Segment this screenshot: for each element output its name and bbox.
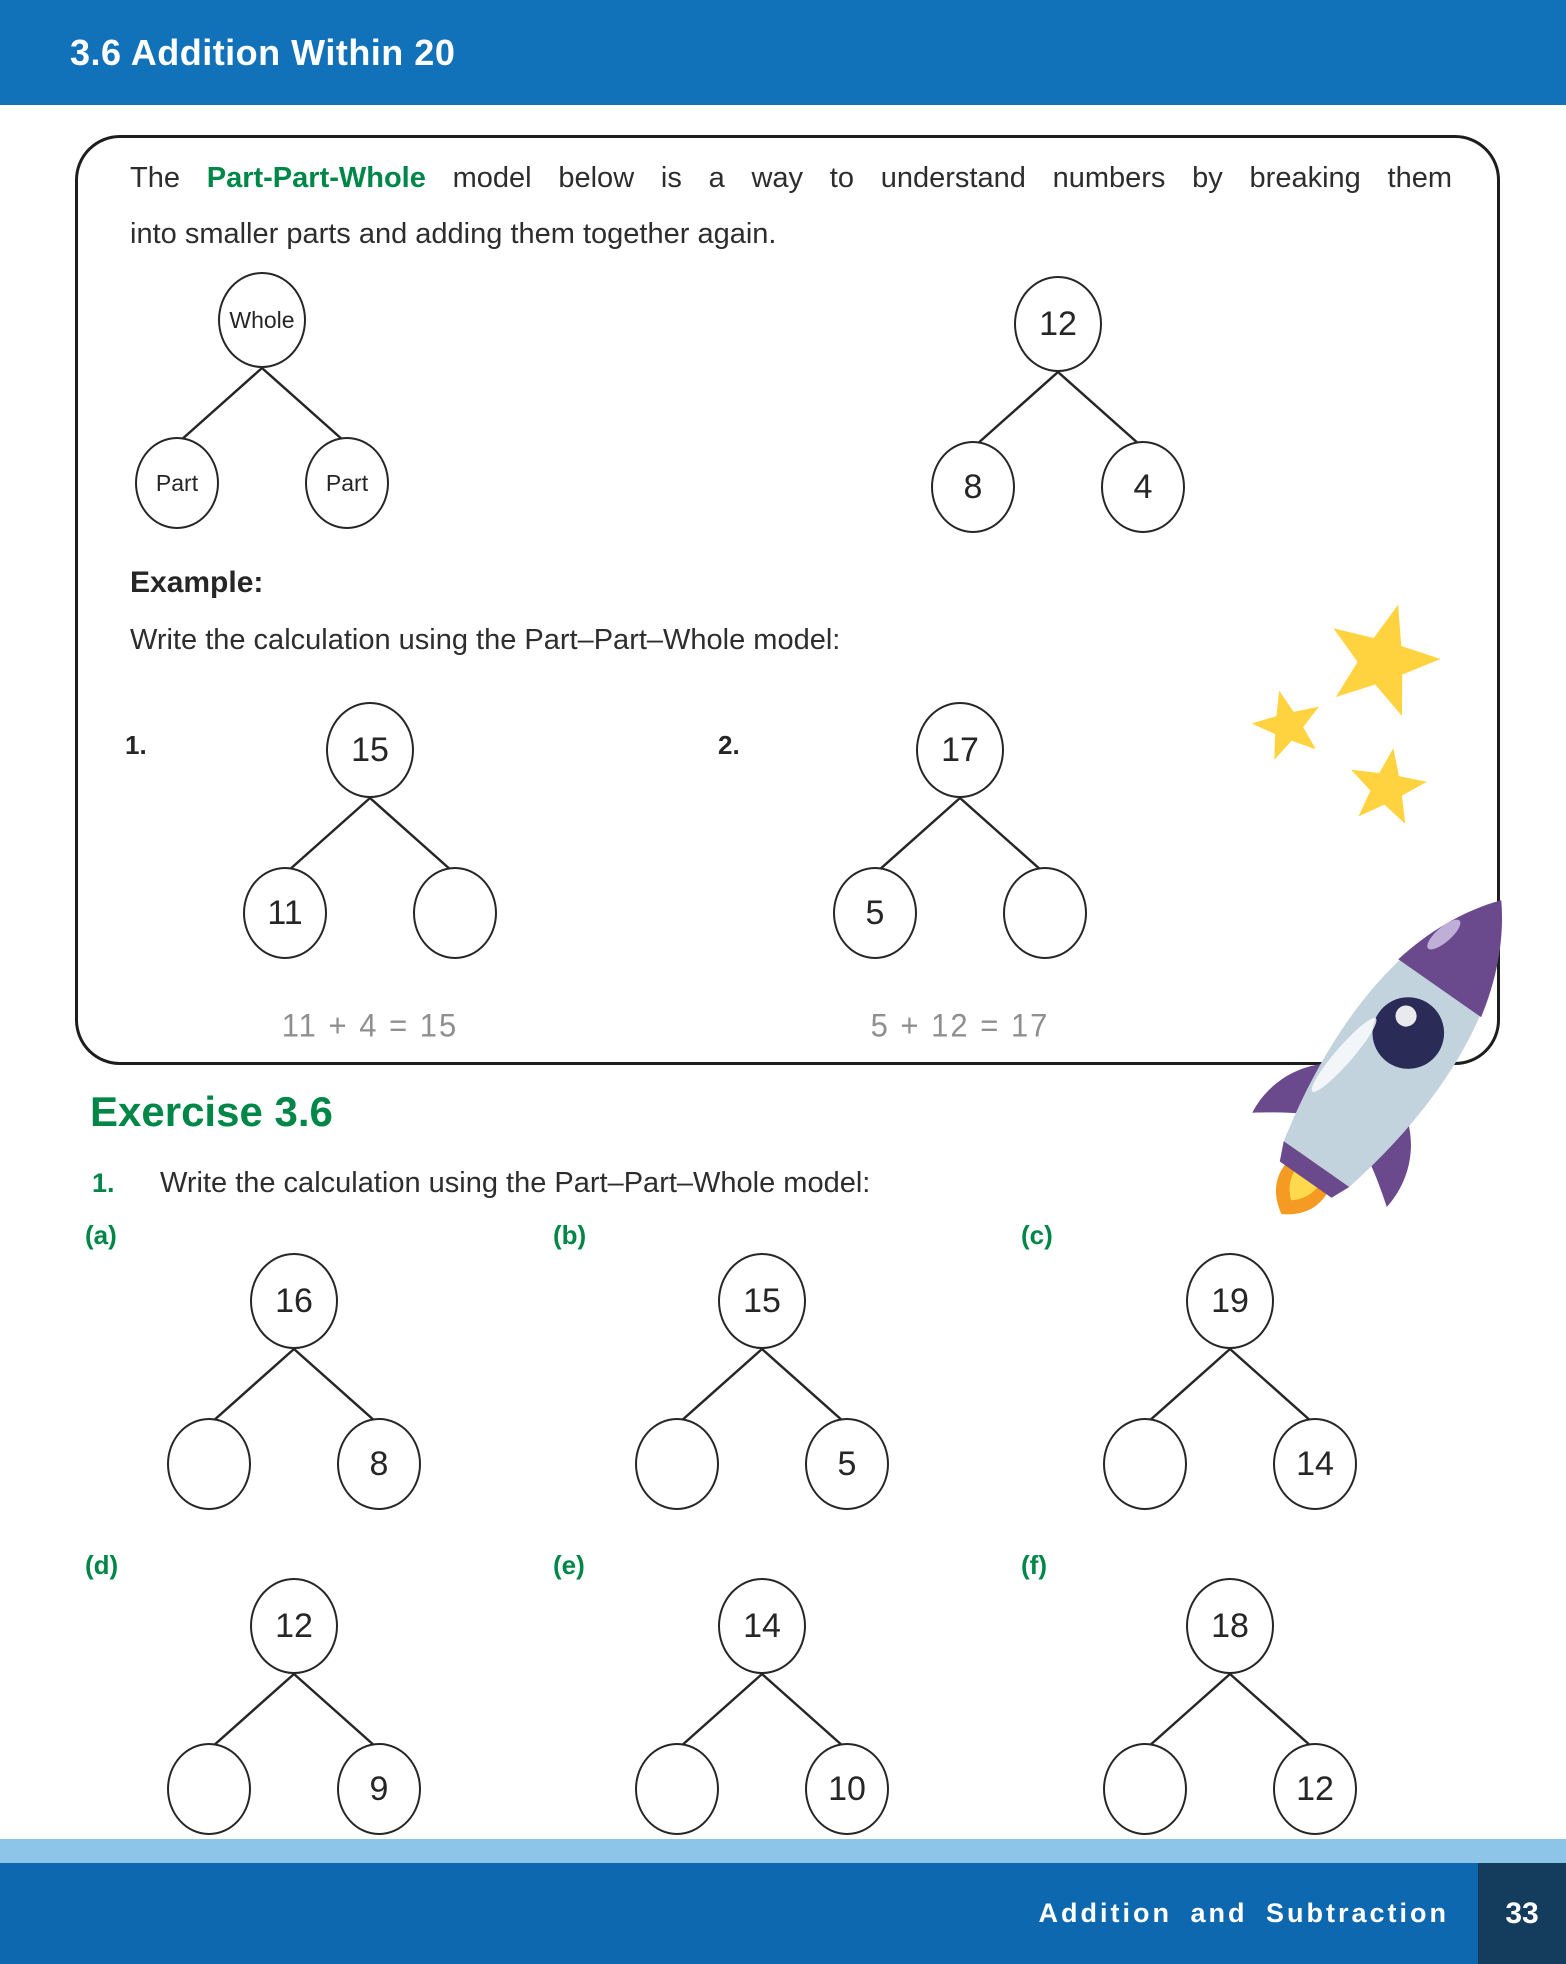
exercise-heading: Exercise 3.6 xyxy=(90,1088,333,1135)
whole-circle: 18 xyxy=(1186,1578,1274,1674)
part-circle-right: Part xyxy=(305,437,389,529)
number-tree xyxy=(908,276,1208,534)
label-d: (d) xyxy=(85,1550,119,1580)
part-circle-blank xyxy=(1003,867,1087,959)
part-circle-right: 5 xyxy=(805,1418,889,1510)
part-circle-left: Part xyxy=(135,437,219,529)
whole-circle: 19 xyxy=(1186,1253,1274,1349)
answer-circle-blank[interactable] xyxy=(635,1418,719,1510)
exercise-f-tree xyxy=(1080,1578,1380,1836)
exercise-question-number: 1. xyxy=(92,1168,115,1198)
whole-circle: 16 xyxy=(250,1253,338,1349)
exercise-b-tree xyxy=(612,1253,912,1511)
exercise-c-tree xyxy=(1080,1253,1380,1511)
part-circle-left: 5 xyxy=(833,867,917,959)
label-b: (b) xyxy=(553,1220,587,1250)
answer-circle-blank[interactable] xyxy=(635,1743,719,1835)
example-2-answer: 5 + 12 = 17 xyxy=(870,1006,1050,1045)
part-circle-right: 14 xyxy=(1273,1418,1357,1510)
whole-circle: 14 xyxy=(718,1578,806,1674)
part-circle-left: 8 xyxy=(931,441,1015,533)
intro-text-pre: The xyxy=(130,162,207,194)
intro-paragraph-line1 xyxy=(130,150,1452,206)
exercise-a-tree xyxy=(144,1253,444,1511)
intro-paragraph xyxy=(130,150,1452,262)
example-2-label: 2. xyxy=(718,730,740,760)
label-f: (f) xyxy=(1021,1550,1047,1580)
answer-circle-blank[interactable] xyxy=(167,1743,251,1835)
answer-circle-blank[interactable] xyxy=(167,1418,251,1510)
part-circle-right: 4 xyxy=(1101,441,1185,533)
answer-circle-blank[interactable] xyxy=(1103,1418,1187,1510)
example-heading: Example: xyxy=(130,566,264,599)
whole-circle: 15 xyxy=(326,702,414,798)
part-circle-left: 11 xyxy=(243,867,327,959)
whole-circle: Whole xyxy=(218,272,306,368)
header-bar xyxy=(0,0,1566,105)
example-1-tree xyxy=(220,702,520,960)
page-title: 3.6 Addition Within 20 xyxy=(70,31,456,73)
page-number: 33 xyxy=(1505,1896,1539,1930)
part-circle-blank xyxy=(413,867,497,959)
part-circle-right: 10 xyxy=(805,1743,889,1835)
example-2-tree xyxy=(810,702,1110,960)
exercise-e-tree xyxy=(612,1578,912,1836)
part-circle-right: 12 xyxy=(1273,1743,1357,1835)
whole-circle: 12 xyxy=(1014,276,1102,372)
footer-accent-bar xyxy=(0,1839,1566,1863)
whole-circle: 15 xyxy=(718,1253,806,1349)
answer-circle-blank[interactable] xyxy=(1103,1743,1187,1835)
example-1-label: 1. xyxy=(125,730,147,760)
part-part-whole-term: Part-Part-Whole xyxy=(206,162,426,194)
whole-circle: 17 xyxy=(916,702,1004,798)
label-a: (a) xyxy=(85,1220,117,1250)
label-c: (c) xyxy=(1021,1220,1053,1250)
footer-section-title: Addition and Subtraction xyxy=(1038,1898,1449,1928)
exercise-instruction: Write the calculation using the Part–Part–Whole model: xyxy=(160,1167,871,1199)
part-circle-right: 8 xyxy=(337,1418,421,1510)
page-number-box xyxy=(1478,1863,1566,1964)
part-circle-right: 9 xyxy=(337,1743,421,1835)
exercise-d-tree xyxy=(144,1578,444,1836)
model-tree xyxy=(112,272,412,530)
intro-text-post: model below is a way to understand numbers by breaking them xyxy=(425,162,1453,194)
example-instruction: Write the calculation using the Part–Part–Whole model: xyxy=(130,624,841,656)
intro-paragraph-line2: into smaller parts and adding them together again. xyxy=(130,218,777,250)
whole-circle: 12 xyxy=(250,1578,338,1674)
label-e: (e) xyxy=(553,1550,585,1580)
example-1-answer: 11 + 4 = 15 xyxy=(281,1006,459,1045)
